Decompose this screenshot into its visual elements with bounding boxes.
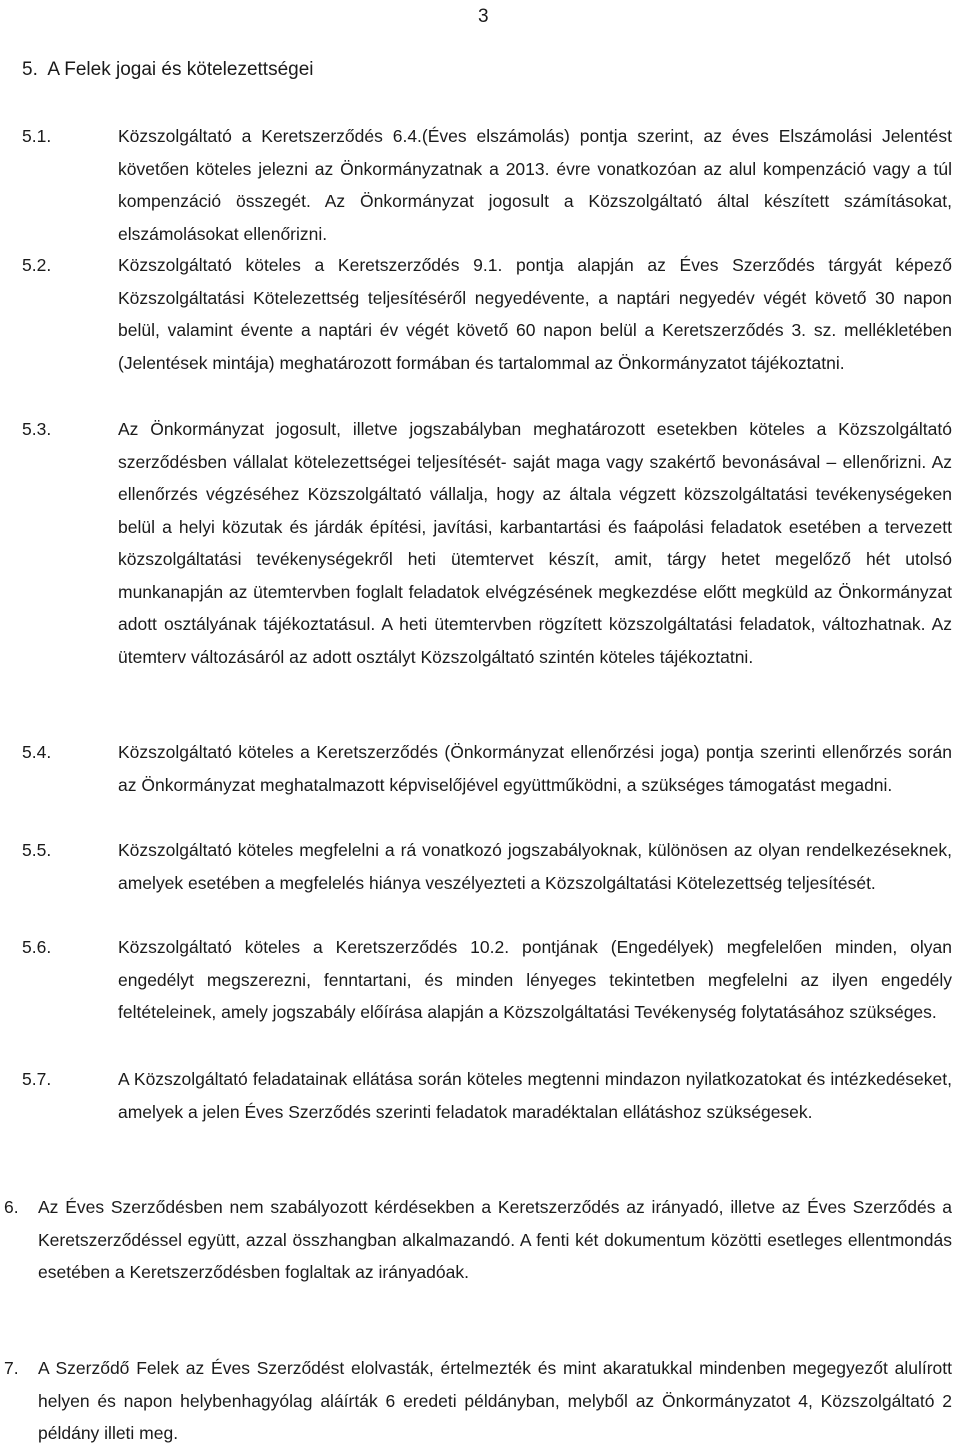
paragraph-number: 7. bbox=[4, 1358, 19, 1378]
clause-text: Közszolgáltató köteles megfelelni a rá vonatkozó jogszabályoknak, különösen az olyan rendelkezéseknek, amelyek esetében a megfelelés hiánya veszélyezteti a Közszolgáltatási Kötelezettség teljesítését. bbox=[118, 840, 952, 893]
clause-number: 5.7. bbox=[22, 1069, 52, 1089]
clause-5-7 bbox=[22, 1063, 952, 1128]
clause-number: 5.6. bbox=[22, 937, 52, 957]
page-number: 3 bbox=[478, 6, 489, 27]
paragraph-number: 6. bbox=[4, 1197, 19, 1217]
clause-number: 5.5. bbox=[22, 840, 52, 860]
clause-text: Közszolgáltató köteles a Keretszerződés 10.2. pontjának (Engedélyek) megfelelően minden, olyan engedélyt megszerezni, fenntartani, és minden lényeges tekintetben megfelelni az ilyen engedély feltételeinek, amely jogszabály előírása alapján a Közszolgáltatási Tevékenység folytatásához szükséges. bbox=[118, 937, 952, 1022]
clause-number: 5.2. bbox=[22, 255, 52, 275]
clause-text: Közszolgáltató köteles a Keretszerződés 9.1. pontja alapján az Éves Szerződés tárgyát képező Közszolgáltatási Kötelezettség teljesítéséről negyedévente, a naptári negyedév végét követő 30 napon belül, valamint évente a naptári év végét követő 60 napon belül a Keretszerződés 3. sz. mellékletében (Jelentések mintája) meghatározott formában és tartalommal az Önkormányzatot tájékoztatni. bbox=[118, 255, 952, 373]
clause-text: Az Önkormányzat jogosult, illetve jogszabályban meghatározott esetekben köteles a Közszolgáltató szerződésben vállalat kötelezettségei teljesítését- saját maga vagy szakértő bevonásával – ellenőrizni. Az ellenőrzés végzéséhez Közszolgáltató vállalja, hogy az általa végzett közszolgáltatási tevékenységeken belül a helyi közutak és járdák építési, javítási, karbantartási és faápolási feladatok esetében a tervezett közszolgáltatási tevékenységekről heti ütemtervet készít, amit, tárgy hetet megelőző hét utolsó munkanapján az ütemtervben foglalt feladatok elvégzésének megkezdése előtt megküld az Önkormányzat adott osztályának tájékoztatásul. A heti ütemtervben rögzített közszolgáltatási feladatok, változhatnak. Az ütemterv változásáról az adott osztályt Közszolgáltató szintén köteles tájékoztatni. bbox=[118, 419, 952, 667]
clause-text: A Közszolgáltató feladatainak ellátása során köteles megtenni mindazon nyilatkozatokat és intézkedéseket, amelyek a jelen Éves Szerződés szerinti feladatok maradéktalan ellátáshoz szükségesek. bbox=[118, 1069, 952, 1122]
clause-text: Közszolgáltató köteles a Keretszerződés (Önkormányzat ellenőrzési joga) pontja szerinti ellenőrzés során az Önkormányzat meghatalmazott képviselőjével együttműködni, a szükséges támogatást megadni. bbox=[118, 742, 952, 795]
paragraph-text: Az Éves Szerződésben nem szabályozott kérdésekben a Keretszerződés az irányadó, illetve az Éves Szerződés a Keretszerződéssel együtt, azzal összhangban alkalmazandó. A fenti két dokumentum közötti esetleges ellentmondás esetében a Keretszerződésben foglaltak az irányadóak. bbox=[38, 1197, 952, 1282]
clause-5-5 bbox=[22, 834, 952, 899]
clause-5-2 bbox=[22, 249, 952, 379]
clause-number: 5.1. bbox=[22, 126, 52, 146]
clause-text: Közszolgáltató a Keretszerződés 6.4.(Éves elszámolás) pontja szerint, az éves Elszámolási Jelentést követően köteles jelezni az Önkormányzatnak a 2013. évre vonatkozóan az alul kompenzáció vagy a túl kompenzáció összegét. Az Önkormányzat jogosult a Közszolgáltató által készített számításokat, elszámolásokat ellenőrizni. bbox=[118, 126, 952, 244]
paragraph-7 bbox=[4, 1352, 952, 1450]
clause-5-6 bbox=[22, 931, 952, 1029]
paragraph-6 bbox=[4, 1191, 952, 1289]
clause-number: 5.4. bbox=[22, 742, 52, 762]
clause-5-1 bbox=[22, 120, 952, 250]
clause-5-4 bbox=[22, 736, 952, 801]
section-heading: 5. A Felek jogai és kötelezettségei bbox=[22, 59, 314, 80]
clause-number: 5.3. bbox=[22, 419, 52, 439]
paragraph-text: A Szerződő Felek az Éves Szerződést elolvasták, értelmezték és mint akaratukkal mindenben megegyezőt alulírott helyen és napon helybenhagyólag aláírták 6 eredeti példányban, melyből az Önkormányzatot 4, Közszolgáltató 2 példány illeti meg. bbox=[38, 1358, 952, 1443]
clause-5-3 bbox=[22, 413, 952, 673]
